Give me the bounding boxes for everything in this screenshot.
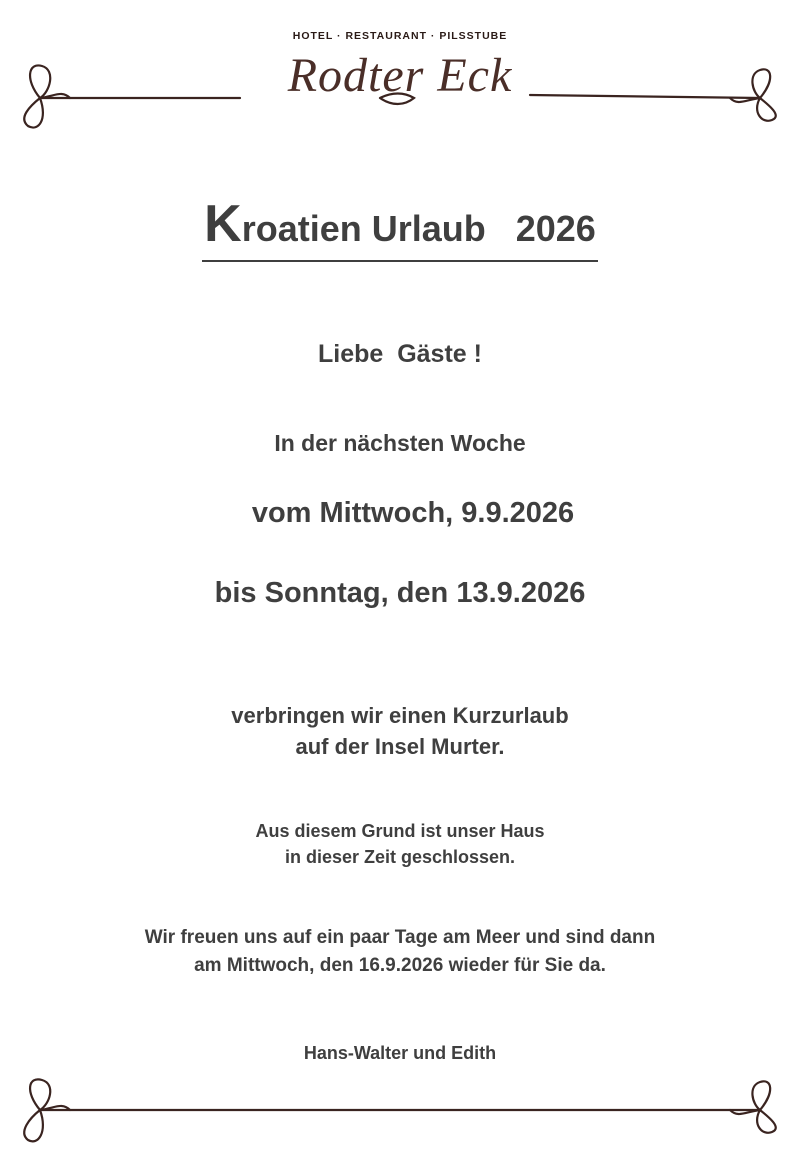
vacation-line-1: verbringen wir einen Kurzurlaub [231,703,569,728]
return-line-2: am Mittwoch, den 16.9.2026 wieder für Sie da. [194,955,606,976]
vacation-line-2: auf der Insel Murter. [295,734,505,759]
closed-line-2: in dieser Zeit geschlossen. [284,847,516,867]
notice-line-week: In der nächsten Woche [274,430,526,456]
notice-line-to-date: bis Sonntag, den 13.9.2026 [214,577,586,609]
signature: Hans-Walter und Edith [303,1043,497,1063]
header-subtitle: HOTEL · RESTAURANT · PILSSTUBE [292,30,508,42]
return-line-1: Wir freuen uns auf ein paar Tage am Meer und sind dann [144,927,656,948]
title-initial: K [204,195,242,253]
closed-line-1: Aus diesem Grund ist unser Haus [255,821,545,841]
restaurant-logo: Rodter Eck [287,49,513,102]
bottom-ornament-flourish [0,1070,800,1149]
notice-paragraph-return [0,924,800,980]
notice-line-from-date: vom Mittwoch, 9.9.2026 [251,497,575,529]
greeting: Liebe Gäste ! [318,340,482,368]
notice-paragraph-vacation [0,700,800,762]
notice-title [0,196,800,262]
title-rest: roatien Urlaub 2026 [241,208,596,249]
notice-paragraph-closed [0,818,800,870]
